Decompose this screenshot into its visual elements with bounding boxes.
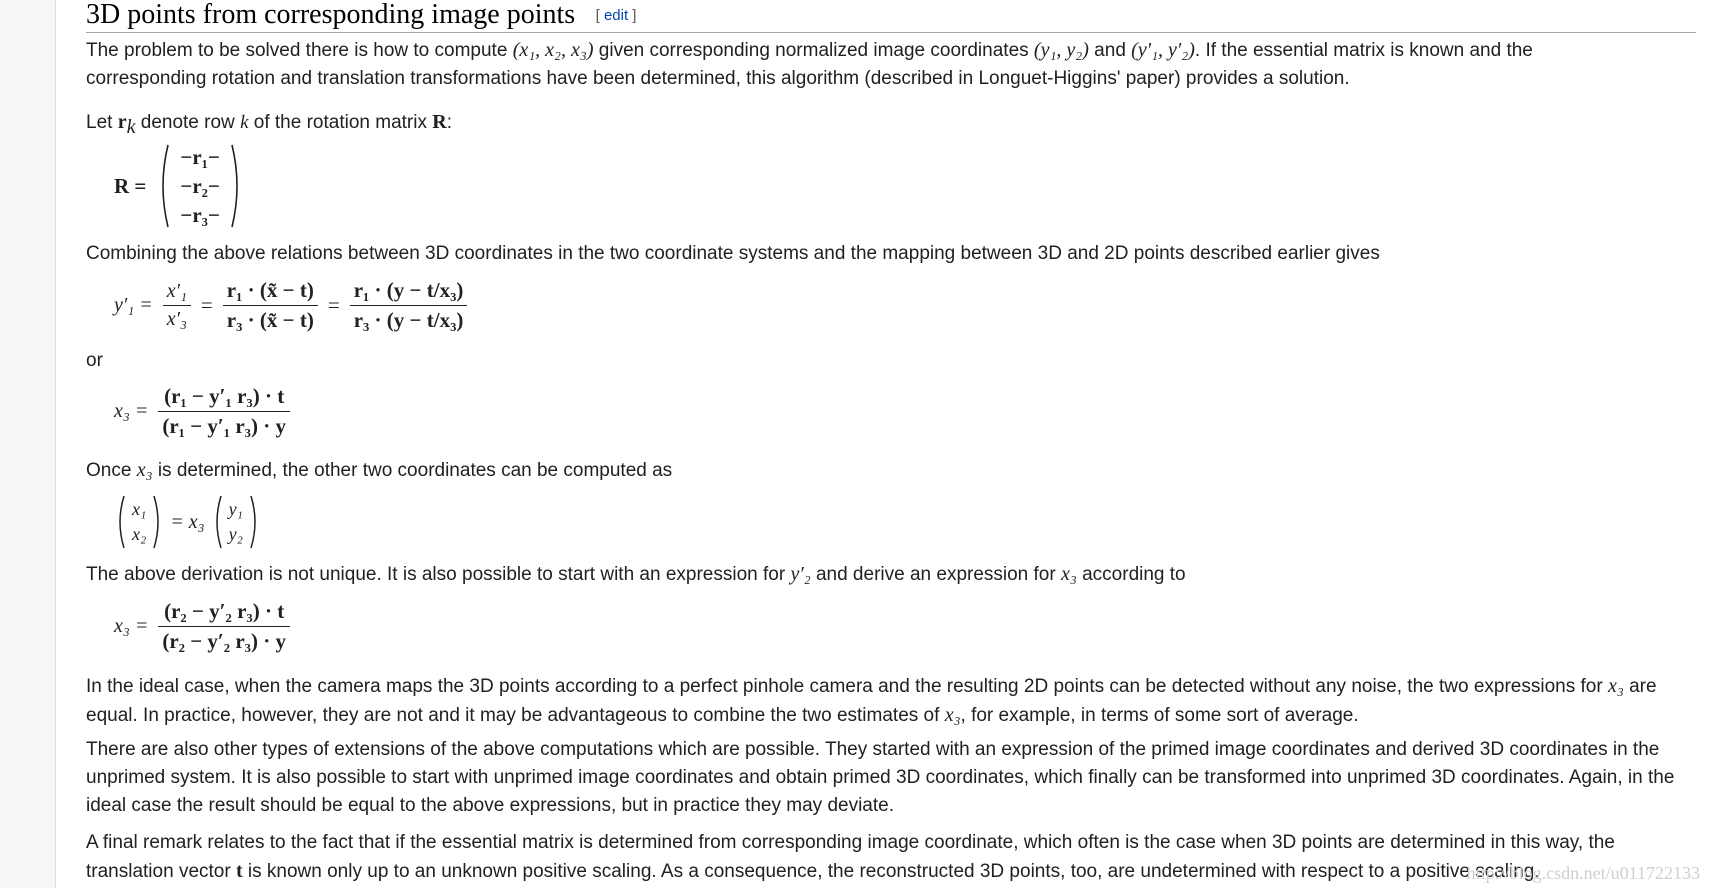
paragraph-derivation: The above derivation is not unique. It is also possible to start with an expression for y′₂ and derive an expression for x₃ according to [86, 563, 1186, 585]
right-paren-icon [230, 143, 244, 229]
edit-link[interactable]: edit [603, 7, 629, 24]
fraction-3: $\frac{\text{r₁ · (y − t/x₃)}}{\text{r₃ · (y − t/x₃)}}$ [350, 278, 468, 333]
paragraph-final-remark: A final remark relates to the fact that if the essential matrix is determined from corresponding image coordinate, which often is the case when 3D points are determined in this way, the translation vector t is known only up to an unknown positive scaling. As a consequence, the reconstructed 3D points, too, are undetermined with respect to a positive scaling. [86, 832, 1615, 882]
matrix-row-2: −r₂− [180, 173, 220, 198]
matrix-rows [180, 145, 220, 228]
equation-y1-prime: y′₁ = $\frac{\text{x′₁}}{\text{x′₃}}$ = $\frac{\text{r₁ · (x̃ − t)}}{\text{r₃ · (x̃ − t)}}$ = $\frac{\text{r₁ · (y − t/x₃)}}{\text{r₃ · (y − t/x₃)}}$ [114, 278, 467, 333]
left-sidebar [0, 0, 56, 888]
fraction-1: $\frac{\text{x′₁}}{\text{x′₃}}$ [163, 280, 191, 331]
paragraph-combining: Combining the above relations between 3D coordinates in the two coordinate systems and the mapping between 3D and 2D points described earlier gives [86, 243, 1380, 264]
paragraph-once-x3: Once x₃ is determined, the other two coordinates can be computed as [86, 459, 673, 481]
paragraph-or: or [86, 350, 103, 371]
matrix-row-1: −r₁− [180, 144, 220, 169]
fraction-x3-second: $\frac{\text{(r₂ − y′₂ r₃) · t}}{\text{(r₂ − y′₂ r₃) · y}}$ [158, 599, 290, 654]
section-heading [86, 0, 1696, 33]
fraction-x3-first: $\frac{\text{(r₁ − y′₁ r₃) · t}}{\text{(r₁ − y′₁ r₃) · y}}$ [158, 384, 290, 439]
watermark: http://blog.csdn.net/u011722133 [1466, 863, 1700, 883]
right-paren-icon [152, 494, 164, 550]
paragraph-ideal-case: In the ideal case, when the camera maps the 3D points according to a perfect pinhole camera and the resulting 2D points can be detected without any noise, the two expressions for x₃ are equal. In practice, however, they are not and it may be advantageous to combine the two estimates of x₃, for example, in terms of some sort of average. [86, 675, 1657, 726]
equation-x3-first: x₃ = $\frac{\text{(r₁ − y′₁ r₃) · t}}{\text{(r₁ − y′₁ r₃) · y}}$ [114, 384, 290, 439]
fraction-2: $\frac{\text{r₁ · (x̃ − t)}}{\text{r₃ · (x̃ − t)}}$ [223, 278, 318, 333]
paragraph-rotation-rows: Let $r_k$ denote row k of the rotation matrix R: [86, 111, 452, 138]
paragraph-extensions: There are also other types of extensions of the above computations which are possible. They started with an expression of the primed image coordinates and derived 3D coordinates in the unprimed system. It is also possible to start with unprimed image coordinates and obtain primed 3D coordinates, which finally can be transformed into unprimed 3D coordinates. Again, in the ideal case the result should be equal to the above expressions, but in practice they may deviate. [86, 739, 1675, 816]
edit-link-wrapper: [ edit ] [595, 7, 637, 24]
equation-rotation-matrix: R = −r₁− −r₂− −r₃− [114, 143, 244, 229]
equation-x1-x2: x₁ x₂ = x₃ y₁ y₂ [114, 494, 261, 550]
paragraph-intro: The problem to be solved there is how to compute (x₁, x₂, x₃) given corresponding normalized image coordinates (y₁, y₂) and (y′₁, y′₂). If the essential matrix is known and the corresponding rotation and translation transformations have been determined, this algorithm (described in Longuet-Higgins' paper) provides a solution. [86, 39, 1533, 89]
equation-x3-second: x₃ = $\frac{\text{(r₂ − y′₂ r₃) · t}}{\text{(r₂ − y′₂ r₃) · y}}$ [114, 599, 290, 654]
section-title: 3D points from corresponding image points [86, 0, 576, 30]
right-paren-icon [249, 494, 261, 550]
left-paren-icon [114, 494, 126, 550]
left-paren-icon [211, 494, 223, 550]
left-paren-icon [156, 143, 170, 229]
matrix-row-3: −r₃− [180, 202, 220, 227]
